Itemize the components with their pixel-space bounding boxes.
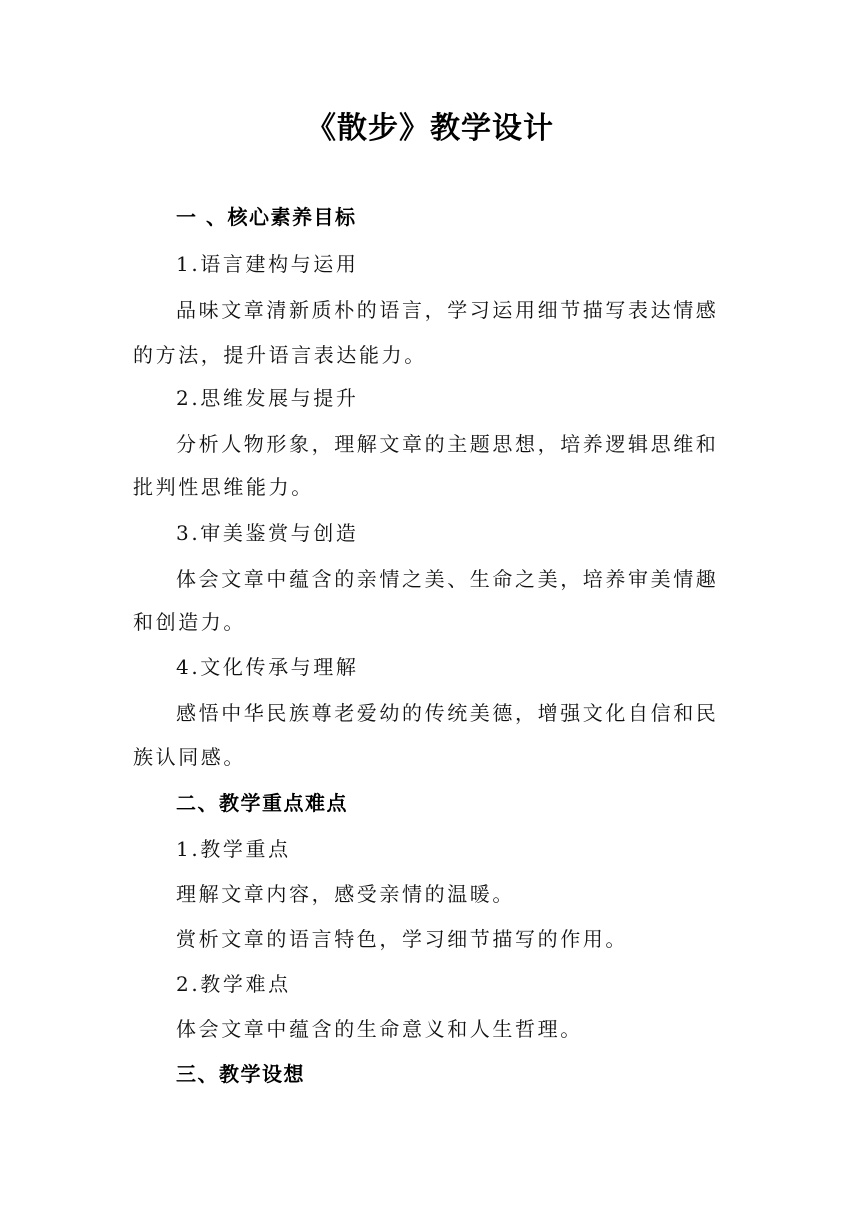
document-title: 《散步》教学设计 [306, 111, 554, 146]
section-heading-key-points: 二、教学重点难点 [176, 791, 348, 815]
section-heading-teaching-ideas: 三、教学设想 [176, 1062, 305, 1086]
goal-text-culture-line1: 感悟中华民族尊老爱幼的传统美德，增强文化自信和民 [176, 701, 719, 725]
section-heading-core-literacy-goals: 一 、核心素养目标 [176, 205, 357, 229]
focus-label: 1.教学重点 [176, 837, 291, 861]
goal-label-aesthetics: 3.审美鉴赏与创造 [176, 521, 359, 545]
focus-point-2: 赏析文章的语言特色，学习细节描写的作用。 [176, 927, 628, 951]
goal-text-culture-line2: 族认同感。 [133, 745, 246, 769]
goal-label-culture: 4.文化传承与理解 [176, 655, 359, 679]
goal-label-thinking: 2.思维发展与提升 [176, 386, 359, 410]
goal-text-thinking-line1: 分析人物形象，理解文章的主题思想，培养逻辑思维和 [176, 432, 719, 456]
goal-text-language-line1: 品味文章清新质朴的语言，学习运用细节描写表达情感 [176, 298, 719, 322]
goal-text-aesthetics-line2: 和创造力。 [133, 610, 246, 634]
difficulty-point-1: 体会文章中蕴含的生命意义和人生哲理。 [176, 1017, 583, 1041]
goal-label-language: 1.语言建构与运用 [176, 252, 359, 276]
goal-text-aesthetics-line1: 体会文章中蕴含的亲情之美、生命之美，培养审美情趣 [176, 567, 719, 591]
goal-text-thinking-line2: 批判性思维能力。 [133, 475, 314, 499]
focus-point-1: 理解文章内容，感受亲情的温暖。 [176, 882, 515, 906]
goal-text-language-line2: 的方法，提升语言表达能力。 [133, 343, 427, 367]
difficulty-label: 2.教学难点 [176, 972, 291, 996]
